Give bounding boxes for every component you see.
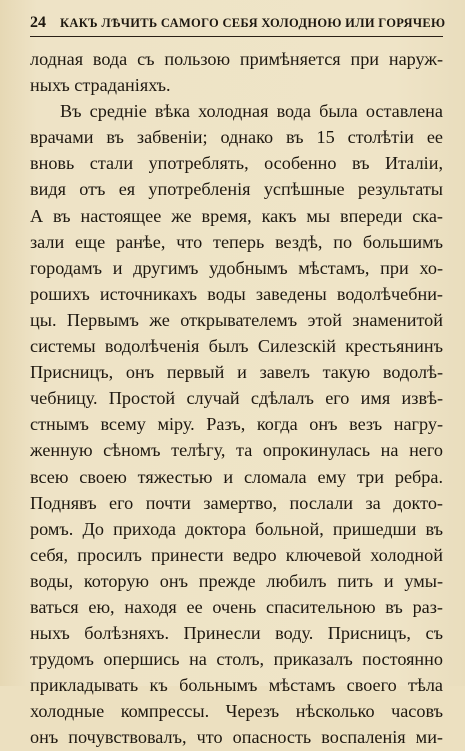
text-line: городамъ и другимъ удобнымъ мѣстамъ, при хо- [30, 257, 443, 278]
text-line: видя отъ ея употребленія успѣшные результаты [30, 179, 443, 200]
text-line: холодные компрессы. Черезъ нѣсколько часовъ [30, 701, 443, 722]
text-line: чебницу. Простой случай сдѣлалъ его имя извѣ- [30, 388, 443, 409]
text-line: онъ почувствовалъ, что опасность воспаленія ми- [30, 727, 443, 748]
text-line: воды, которую онъ прежде любилъ пить и умы- [30, 570, 443, 591]
text-line: стнымъ всему мiру. Разъ, когда онъ везъ нагру- [30, 414, 443, 435]
text-line: врачами въ забвенiи; однако въ 15 столѣтiи ее [30, 127, 443, 148]
text-line: прикладывать къ больнымъ мѣстамъ своего тѣла [30, 675, 443, 696]
text-line: трудомъ опершись на столъ, приказалъ постоянно [30, 649, 443, 670]
text-line: ваться ею, находя ее очень спасительною въ раз- [30, 596, 443, 617]
text-line: системы водолѣченія былъ Силезскій крестьянинъ [30, 336, 443, 357]
text-line: ныхъ страданiяхъ. [30, 75, 171, 96]
text-line: А въ настоящее же время, какъ мы впереди ска- [30, 205, 443, 226]
body-text [30, 46, 443, 751]
text-line: рошихъ источникахъ воды заведены водолѣчебни- [30, 283, 443, 304]
text-line: цы. Первымъ же открывателемъ этой знаменитой [30, 309, 443, 330]
running-title: КАКЪ ЛѢЧИТЬ САМОГО СЕБЯ ХОЛОДНОЮ ИЛИ ГОРЯЧЕЮ [60, 16, 446, 30]
text-line: вновь стали употреблять, особенно въ Италiи, [30, 153, 443, 174]
page-header [30, 14, 446, 36]
header-rule [30, 36, 443, 37]
text-line: Въ средніе вѣка холодная вода была оставлена [60, 101, 443, 122]
page-number: 24 [30, 14, 46, 31]
text-line: женную сѣномъ телѣгу, та опрокинулась на него [30, 440, 443, 461]
text-line: всею своею тяжестью и сломала ему три ребра. [30, 466, 443, 487]
text-line: ныхъ болѣзняхъ. Принесли воду. Присницъ, съ [30, 623, 443, 644]
text-line: лодная вода съ пользою примѣняется при наруж- [30, 49, 443, 69]
text-line: Поднявъ его почти замертво, послали за докто- [30, 492, 443, 513]
text-line: себя, просилъ принести ведро ключевой холодной [30, 544, 443, 565]
text-line: Присницъ, онъ первый и завелъ такую водолѣ- [30, 362, 443, 383]
text-line: ромъ. До прихода доктора больной, пришедши въ [30, 518, 443, 539]
text-line: зали еще ранѣе, что теперь вездѣ, по большимъ [30, 231, 443, 252]
